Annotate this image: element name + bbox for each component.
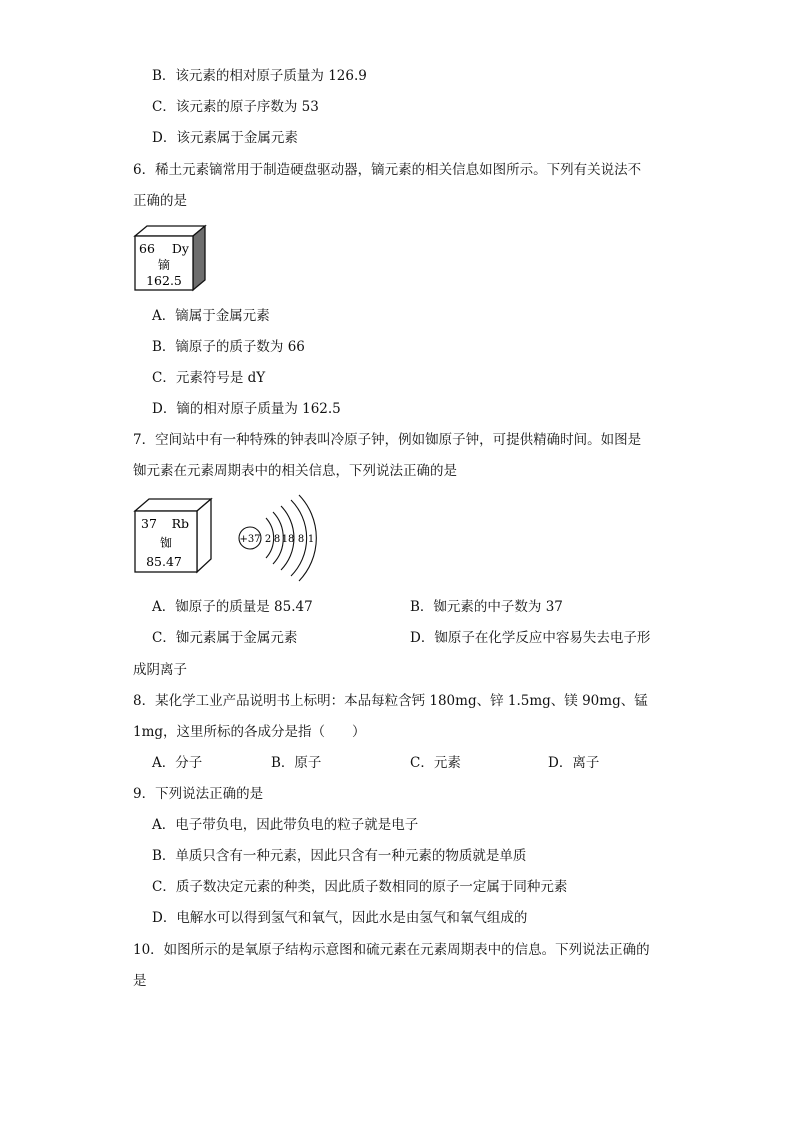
q6-stem-line1: 6．稀土元素镝常用于制造硬盘驱动器，镝元素的相关信息如图所示。下列有关说法不 xyxy=(133,162,642,178)
q9-option-c: C．质子数决定元素的种类，因此质子数相同的原子一定属于同种元素 xyxy=(152,879,568,895)
q7-stem-line1: 7．空间站中有一种特殊的钟表叫冷原子钟，例如铷原子钟，可提供精确时间。如图是 xyxy=(133,432,642,448)
q8-option-c: C．元素 xyxy=(410,755,461,771)
q6-stem-line2: 正确的是 xyxy=(133,193,187,209)
q7-stem-line2: 铷元素在元素周期表中的相关信息，下列说法正确的是 xyxy=(133,463,457,479)
q8-option-d: D．离子 xyxy=(548,755,600,771)
shell-electrons-5: 1 xyxy=(307,534,315,545)
q9-option-b: B．单质只含有一种元素，因此只含有一种元素的物质就是单质 xyxy=(152,848,527,864)
rb-element-card xyxy=(133,497,213,575)
rb-atom-structure-diagram xyxy=(236,492,320,584)
q10-stem-line2: 是 xyxy=(133,973,147,989)
q7-option-c: C．铷元素属于金属元素 xyxy=(152,630,298,646)
q9-option-a: A．电子带负电，因此带负电的粒子就是电子 xyxy=(152,817,419,833)
q7-option-a: A．铷原子的质量是 85.47 xyxy=(152,599,313,615)
dy-atomic-number: 66 xyxy=(139,241,155,256)
q6-option-b: B．镝原子的质子数为 66 xyxy=(152,339,305,355)
shell-electrons-4: 8 xyxy=(297,534,305,545)
q6-option-c: C．元素符号是 dY xyxy=(152,370,266,386)
q5-option-c: C．该元素的原子序数为 53 xyxy=(152,99,319,115)
q9-option-d: D．电解水可以得到氢气和氧气，因此水是由氢气和氧气组成的 xyxy=(152,910,528,926)
dy-name: 镝 xyxy=(157,258,171,272)
dy-element-card xyxy=(133,224,207,292)
q7-option-d-line1: D．铷原子在化学反应中容易失去电子形 xyxy=(410,630,651,646)
rb-name: 铷 xyxy=(159,536,173,550)
q6-option-d: D．镝的相对原子质量为 162.5 xyxy=(152,401,341,417)
dy-atomic-mass: 162.5 xyxy=(146,273,182,288)
shell-electrons-3: 18 xyxy=(281,534,295,545)
dy-symbol: Dy xyxy=(171,241,189,256)
q7-option-d-line2: 成阴离子 xyxy=(133,662,187,678)
nucleus-charge: +37 xyxy=(239,534,261,545)
rb-atomic-mass: 85.47 xyxy=(146,554,182,569)
q8-option-b: B．原子 xyxy=(271,755,322,771)
q5-option-d: D．该元素属于金属元素 xyxy=(152,130,298,146)
q8-stem-line2: 1mg，这里所标的各成分是指（ ） xyxy=(133,724,366,740)
q8-stem-line1: 8．某化学工业产品说明书上标明：本品每粒含钙 180mg、锌 1.5mg、镁 90mg、锰 xyxy=(133,693,648,709)
rb-atomic-number: 37 xyxy=(141,516,157,531)
q8-option-a: A．分子 xyxy=(152,755,203,771)
q5-option-b: B．该元素的相对原子质量为 126.9 xyxy=(152,68,367,84)
q6-option-a: A．镝属于金属元素 xyxy=(152,308,270,324)
shell-electrons-2: 8 xyxy=(273,534,281,545)
q10-stem-line1: 10．如图所示的是氧原子结构示意图和硫元素在元素周期表中的信息。下列说法正确的 xyxy=(133,942,650,958)
q7-option-b: B．铷元素的中子数为 37 xyxy=(410,599,563,615)
rb-symbol: Rb xyxy=(171,516,189,531)
shell-electrons-1: 2 xyxy=(264,534,272,545)
q9-stem: 9．下列说法正确的是 xyxy=(133,786,264,802)
